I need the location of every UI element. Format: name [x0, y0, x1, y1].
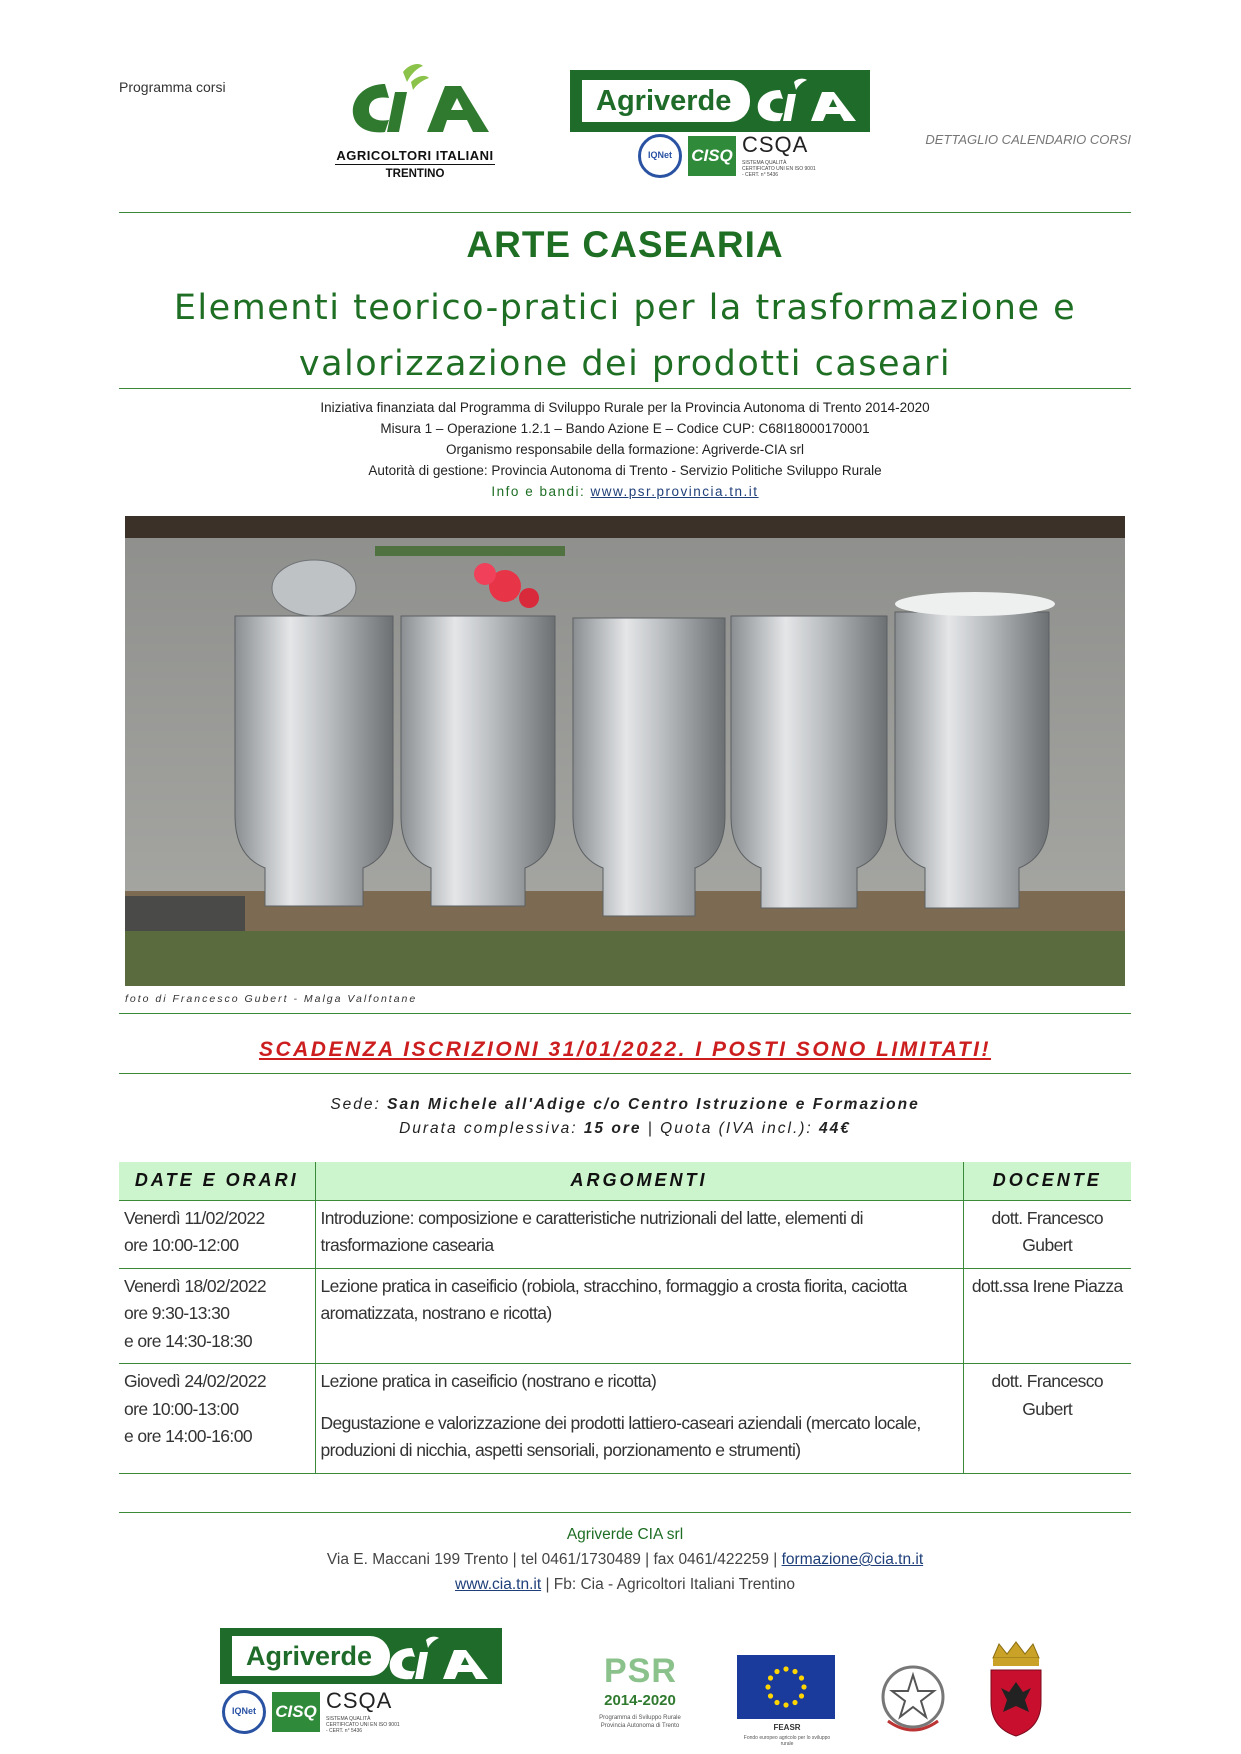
- row-date: Giovedì 24/02/2022 ore 10:00-13:00 e ore 14:00-16:00: [119, 1364, 315, 1474]
- photo-caption: foto di Francesco Gubert - Malga Valfontane: [125, 993, 418, 1005]
- row-teacher: dott. Francesco Gubert: [963, 1200, 1131, 1268]
- cia-mark-icon: [345, 62, 495, 142]
- milk-cans-photo: [125, 516, 1125, 986]
- eu-flag-icon: [737, 1655, 835, 1719]
- table-row: [119, 1364, 1131, 1474]
- header-left-label: Programma corsi: [119, 79, 226, 95]
- cia-logo: [335, 62, 495, 182]
- header-topics: ARGOMENTI: [315, 1162, 963, 1200]
- row-date: Venerdì 18/02/2022 ore 9:30-13:30 e ore 14:30-18:30: [119, 1268, 315, 1364]
- row-topics: Lezione pratica in caseificio (robiola, stracchino, formaggio a crosta fiorita, caciotta aromatizzata, nostrano e ricotta): [315, 1268, 963, 1364]
- footer-address: Via E. Maccani 199 Trento | tel 0461/1730489 | fax 0461/422259 |: [326, 1551, 778, 1568]
- csqa-badge: CSQA SISTEMA QUALITÀ CERTIFICATO UNI EN ISO 9001 - CERT. n° 5436: [326, 1688, 400, 1734]
- table-row: [119, 1268, 1131, 1364]
- registration-deadline: SCADENZA ISCRIZIONI 31/01/2022. I POSTI SONO LIMITATI!: [258, 1038, 992, 1061]
- table-header-row: [119, 1162, 1131, 1200]
- row-topics: Introduzione: composizione e caratteristiche nutrizionali del latte, elementi di trasformazione casearia: [315, 1200, 963, 1268]
- psr-logo: PSR 2014-2020 Programma di Sviluppo Rurale Provincia Autonoma di Trento: [599, 1652, 681, 1729]
- header-teacher: DOCENTE: [963, 1162, 1131, 1200]
- footer-company: Agriverde CIA srl: [566, 1526, 684, 1543]
- csqa-badge: CSQA SISTEMA QUALITÀ CERTIFICATO UNI EN ISO 9001 - CERT. n° 5436: [742, 132, 816, 178]
- psr-link[interactable]: www.psr.provincia.tn.it: [590, 484, 759, 499]
- divider-title: [119, 388, 1131, 389]
- cisq-badge: CISQ: [688, 136, 736, 176]
- row-topics: Lezione pratica in caseificio (nostrano e ricotta) Degustazione e valorizzazione dei prodotti lattiero-caseari aziendali (mercato locale, produzioni di nicchia, aspetti sensoriali, porzionamento e strumenti): [315, 1364, 963, 1474]
- agriverde-logo-header: [570, 70, 870, 132]
- funding-info: Iniziativa finanziata dal Programma di Sviluppo Rurale per la Provincia Autonoma di Trento 2014-2020 Misura 1 – Operazione 1.2.1 – Bando Azione E – Codice CUP: C68I18000170001 Organismo responsabile della formazione: Agriverde-CIA srl Autorità di gestione: Provincia Autonoma di Trento - Servizio Politiche Sviluppo Rurale Info e bandi: www.psr.provincia.tn.it: [119, 397, 1131, 502]
- trento-coat-of-arms-icon: [985, 1640, 1047, 1740]
- footer-website-link[interactable]: www.cia.tn.it: [455, 1576, 542, 1593]
- header-dates: DATE E ORARI: [119, 1162, 315, 1200]
- divider-top: [119, 212, 1131, 213]
- schedule-table: [119, 1162, 1131, 1474]
- agriverde-word: Agriverde: [582, 80, 750, 122]
- divider-photo: [119, 1013, 1131, 1014]
- table-row: [119, 1200, 1131, 1268]
- cisq-badge: CISQ: [272, 1692, 320, 1732]
- header-right-label: DETTAGLIO CALENDARIO CORSI: [925, 132, 1131, 147]
- footer-email-link[interactable]: formazione@cia.tn.it: [781, 1551, 924, 1568]
- agriverde-logo-footer: [220, 1628, 502, 1684]
- page-subtitle: Elementi teorico-pratici per la trasformazione e valorizzazione dei prodotti caseari: [173, 288, 1077, 384]
- divider-deadline: [119, 1073, 1131, 1074]
- iqnet-badge: IQNet: [638, 134, 682, 178]
- italian-republic-emblem-icon: [876, 1655, 950, 1745]
- row-teacher: dott. Francesco Gubert: [963, 1364, 1131, 1474]
- row-teacher: dott.ssa Irene Piazza: [963, 1268, 1131, 1364]
- footer-contacts: [119, 1522, 1131, 1597]
- certification-logos-footer: [222, 1688, 402, 1734]
- course-venue: Sede: San Michele all'Adige c/o Centro Istruzione e Formazione Durata complessiva: 15 ore | Quota (IVA incl.): 44€: [330, 1096, 920, 1137]
- cia-white-mark-icon: [752, 78, 860, 124]
- info-link-line: Info e bandi: www.psr.provincia.tn.it: [491, 484, 759, 499]
- agriverde-word-footer: Agriverde: [232, 1636, 390, 1676]
- iqnet-badge: IQNet: [222, 1690, 266, 1734]
- cia-logo-line1: AGRICOLTORI ITALIANI: [336, 148, 494, 163]
- cia-white-mark-icon: [384, 1636, 492, 1682]
- eu-feasr-logo: FEASR Fondo europeo agricolo per lo sviluppo rurale: [737, 1655, 837, 1745]
- divider-footer: [119, 1512, 1131, 1513]
- footer-facebook: | Fb: Cia - Agricoltori Italiani Trentino: [545, 1576, 795, 1593]
- row-date: Venerdì 11/02/2022 ore 10:00-12:00: [119, 1200, 315, 1268]
- certification-logos-header: [638, 132, 818, 178]
- cia-logo-line2: TRENTINO: [385, 168, 445, 180]
- page-title: ARTE CASEARIA: [466, 224, 784, 265]
